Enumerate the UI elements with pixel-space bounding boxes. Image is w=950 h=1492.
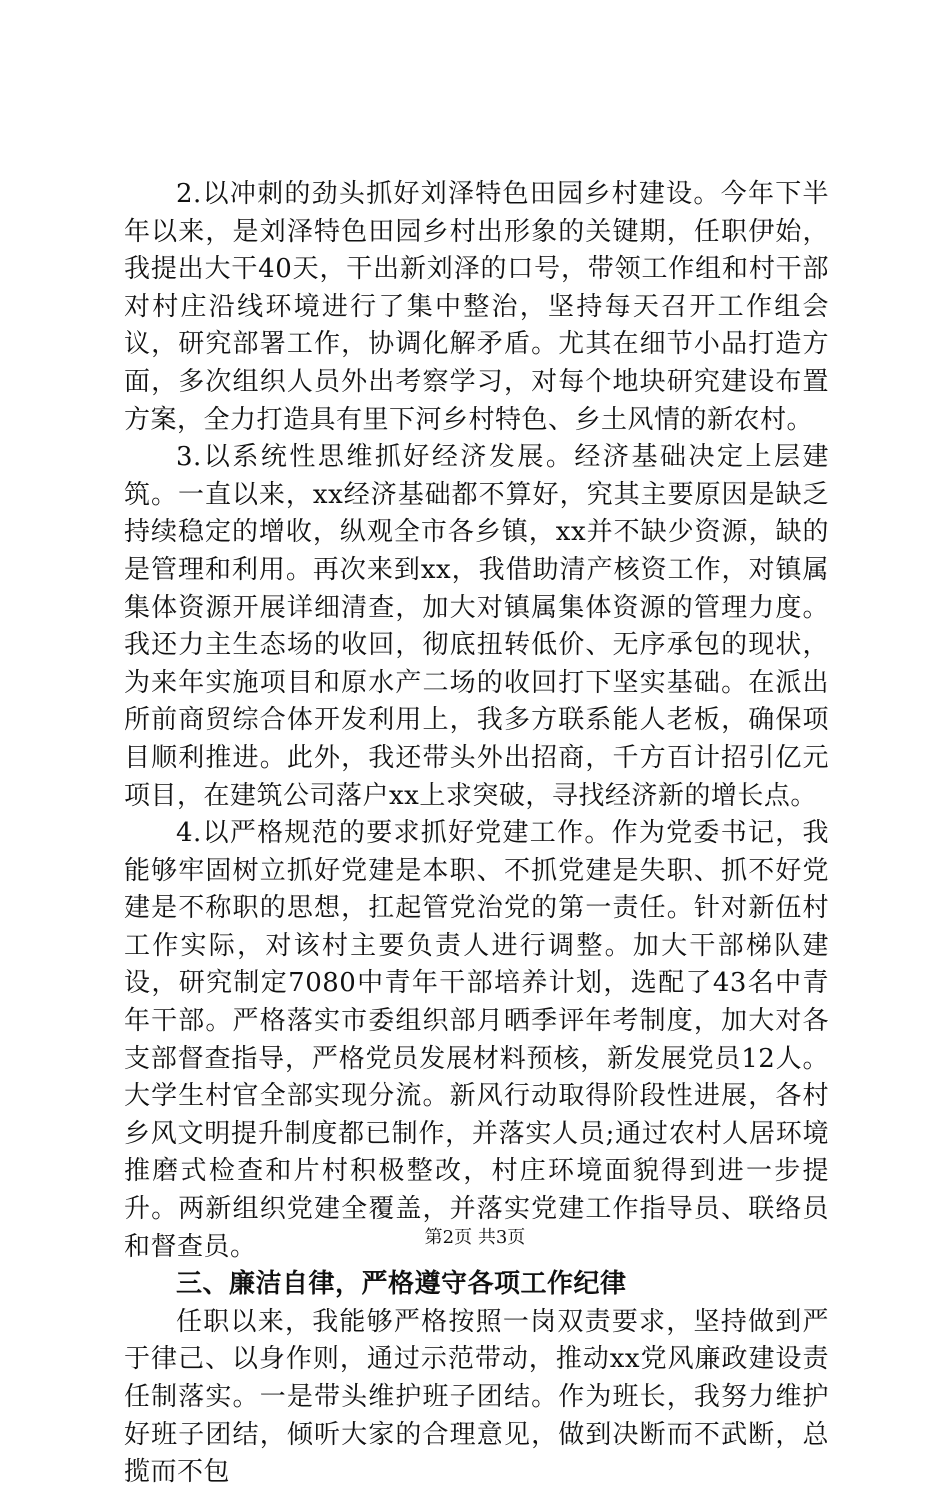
paragraph-item-2: 2.以冲刺的劲头抓好刘泽特色田园乡村建设。今年下半年以来，是刘泽特色田园乡村出形象的关键期，任职伊始，我提出大干40天，干出新刘泽的口号，带领工作组和村干部对村庄沿线环境进行了集中整治，坚持每天召开工作组会议，研究部署工作，协调化解矛盾。尤其在细节小品打造方面，多次组织人员外出考察学习，对每个地块研究建设布置方案，全力打造具有里下河乡村特色、乡土风情的新农村。 xyxy=(124,179,829,435)
section-heading: 三、廉洁自律，严格遵守各项工作纪律 xyxy=(176,1269,627,1300)
paragraph-discipline: 任职以来，我能够严格按照一岗双责要求，坚持做到严于律己、以身作则，通过示范带动，推动xx党风廉政建设责任制落实。一是带头维护班子团结。作为班长，我努力维护好班子团结，倾听大家的合理意见，做到决断而不武断，总揽而不包 xyxy=(124,1306,829,1488)
paragraph-item-3: 3.以系统性思维抓好经济发展。经济基础决定上层建筑。一直以来，xx经济基础都不算好，究其主要原因是缺乏持续稳定的增收，纵观全市各乡镇，xx并不缺少资源，缺的是管理和利用。再次来到xx，我借助清产核资工作，对镇属集体资源开展详细清查，加大对镇属集体资源的管理力度。我还力主生态场的收回，彻底扭转低价、无序承包的现状，为来年实施项目和原水产二场的收回打下坚实基础。在派出所前商贸综合体开发利用上，我多方联系能人老板，确保项目顺利推进。此外，我还带头外出招商，千方百计招引亿元项目，在建筑公司落户xx上求突破，寻找经济新的增长点。 xyxy=(124,442,829,811)
page-number-footer: 第2页 共3页 xyxy=(424,1227,526,1248)
document-body xyxy=(124,176,829,1492)
paragraph-item-4: 4.以严格规范的要求抓好党建工作。作为党委书记，我能够牢固树立抓好党建是本职、不抓党建是失职、抓不好党建是不称职的思想，扛起管党治党的第一责任。针对新伍村工作实际，对该村主要负责人进行调整。加大干部梯队建设，研究制定7080中青年干部培养计划，选配了43名中青年干部。严格落实市委组织部月晒季评年考制度，加大对各支部督查指导，严格党员发展材料预核，新发展党员12人。大学生村官全部实现分流。新风行动取得阶段性进展，各村乡风文明提升制度都已制作，并落实人员;通过农村人居环境推磨式检查和片村积极整改，村庄环境面貌得到进一步提升。两新组织党建全覆盖，并落实党建工作指导员、联络员和督查员。 xyxy=(124,818,829,1262)
